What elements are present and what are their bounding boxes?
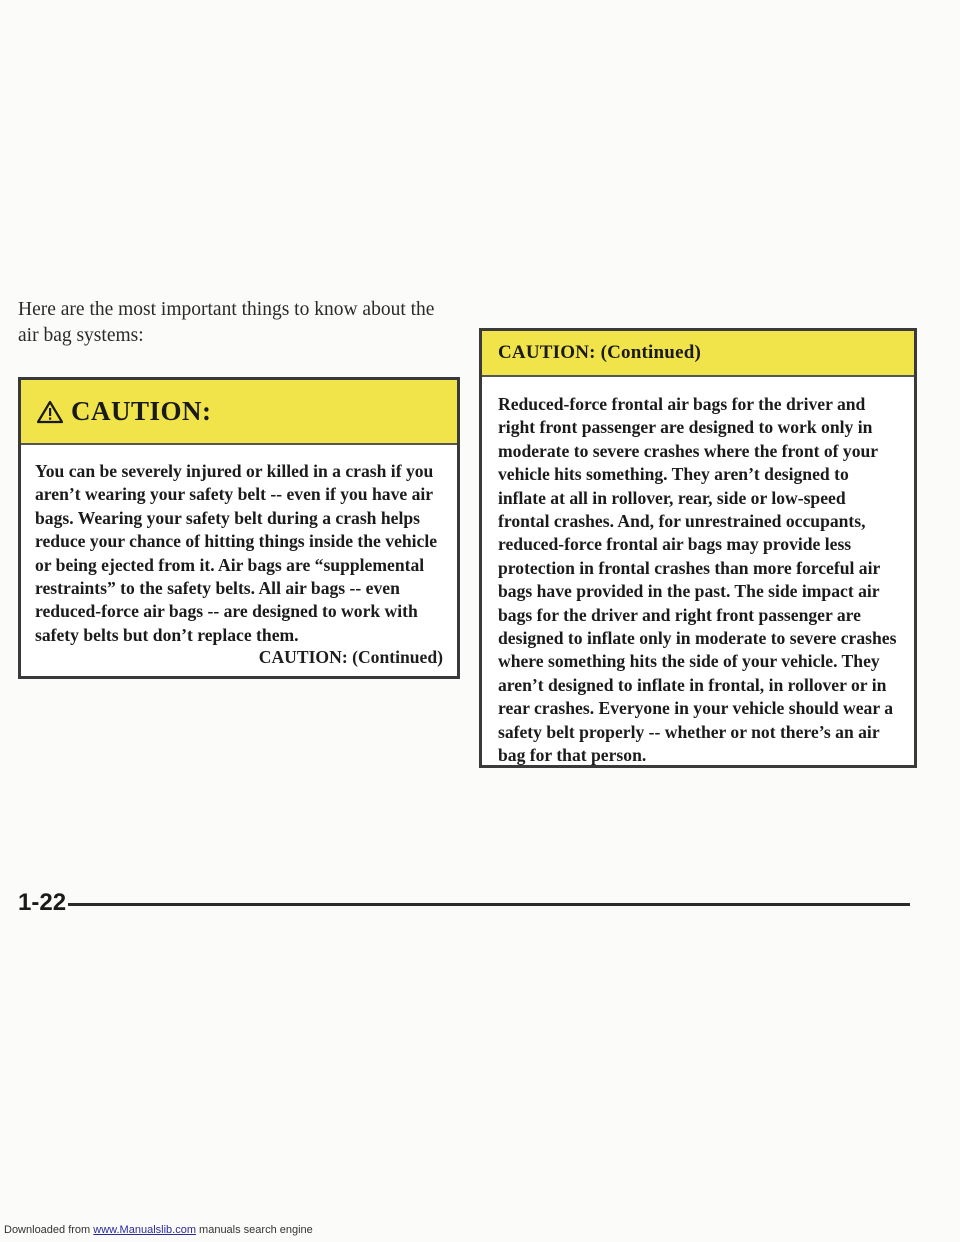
intro-paragraph: Here are the most important things to know about the air bag systems: (18, 299, 435, 346)
caution-title: CAUTION: (71, 396, 212, 426)
caution-continued-title: CAUTION: (Continued) (498, 342, 701, 363)
caution-box-left (18, 377, 460, 679)
footer-suffix: manuals search engine (195, 1224, 313, 1236)
page-rule-divider (68, 903, 910, 906)
caution-body-right: Reduced-force frontal air bags for the driver and right front passenger are designed to work only in moderate to severe crashes where the front of your vehicle hits something. They aren’t designed to inflate at all in rollover, rear, side or low-speed frontal crashes. And, for unrestrained occupants, reduced-force frontal air bags may provide less protection in frontal crashes than more forceful air bags have provided in the past. The side impact air bags for the driver and right front passenger are designed to inflate only in moderate to severe crashes where something hits the side of your vehicle. They aren’t designed to inflate in frontal, in rollover or in rear crashes. Everyone in your vehicle should wear a safety belt properly -- whether or not there’s an air bag for that person. (498, 394, 897, 766)
manualslib-link[interactable]: www.Manualslib.com (93, 1224, 196, 1236)
page-number: 1-22 (18, 889, 67, 916)
caution-box-right (479, 328, 917, 768)
download-footer (4, 1224, 313, 1236)
warning-triangle-icon (37, 400, 63, 424)
footer-prefix: Downloaded from (4, 1224, 94, 1236)
caution-continued-label: CAUTION: (Continued) (258, 647, 443, 668)
caution-header-right (482, 331, 914, 377)
caution-body-left: You can be severely injured or killed in a crash if you aren’t wearing your safety belt -- even if you have air bags. Wearing your safety belt during a crash helps reduce your chance of hitting things inside the vehicle or being ejected from it. Air bags are “supplemental restraints” to the safety belts. All air bags -- even reduced-force air bags -- are designed to work with safety belts but don’t replace them. (35, 461, 438, 645)
caution-header-left (21, 380, 457, 445)
